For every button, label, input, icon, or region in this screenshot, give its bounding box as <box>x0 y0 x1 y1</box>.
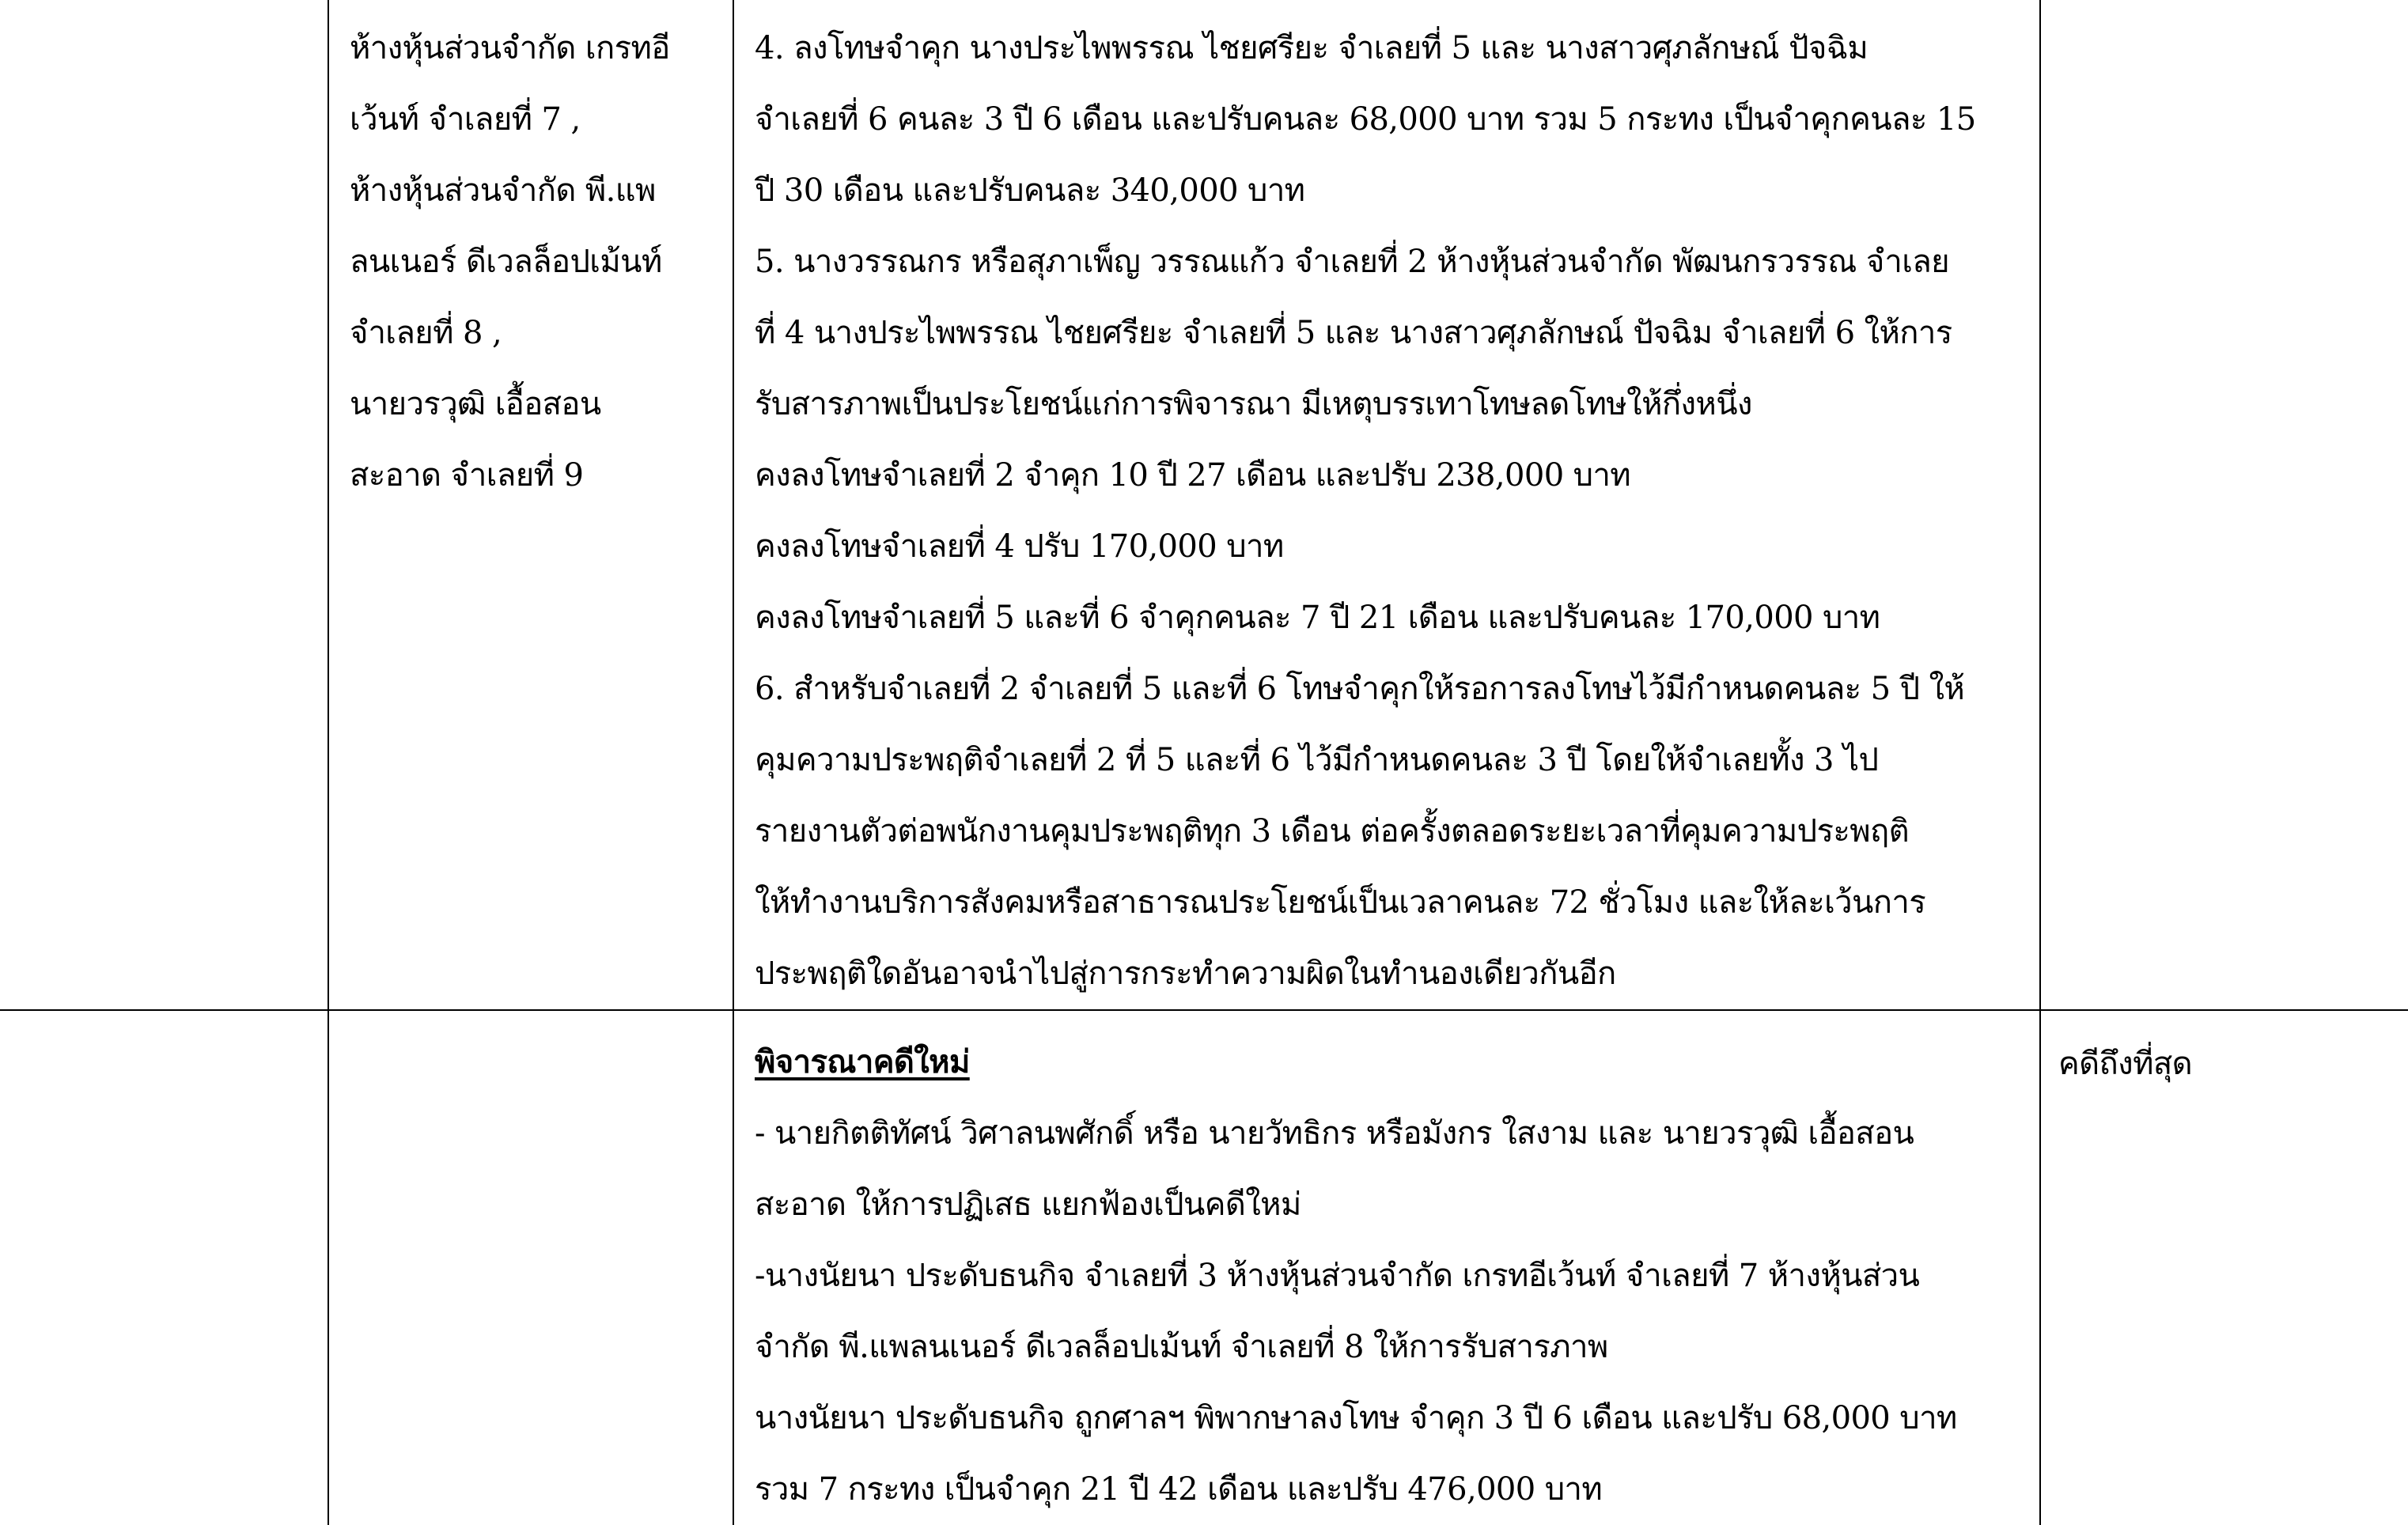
text-line: รายงานตัวต่อพนักงานคุมประพฤติทุก 3 เดือน ต่อครั้งตลอดระยะเวลาที่คุมความประพฤติ <box>755 813 1909 850</box>
table-cell-blank <box>0 0 328 1010</box>
judgment-text <box>734 0 2039 1009</box>
text-line: ห้างหุ้นส่วนจำกัด เกรทอี <box>350 30 670 66</box>
text-line: คงลงโทษจำเลยที่ 2 จำคุก 10 ปี 27 เดือน และปรับ 238,000 บาท <box>755 457 1631 494</box>
defendants-cell <box>328 0 733 1010</box>
text-line: ลนเนอร์ ดีเวลล็อปเม้นท์ <box>350 244 662 280</box>
text-line: 4. ลงโทษจำคุก นางประไพพรรณ ไชยศรียะ จำเลยที่ 5 และ นางสาวศุภลักษณ์ ปัจฉิม <box>755 30 1868 66</box>
text-line: - นายกิตติทัศน์ วิศาลนพศักดิ์ หรือ นายวัทธิกร หรือมังกร ใสงาม และ นายวรวุฒิ เอื้อสอน <box>755 1115 1914 1152</box>
text-line: สะอาด ให้การปฏิเสธ แยกฟ้องเป็นคดีใหม่ <box>755 1186 1301 1223</box>
text-line: ประพฤติใดอันอาจนำไปสู่การกระทำความผิดในทำนองเดียวกันอีก <box>755 955 1616 992</box>
case-status-text: คดีถึงที่สุด <box>2058 1046 2193 1082</box>
text-line: ที่ 4 นางประไพพรรณ ไชยศรียะ จำเลยที่ 5 และ นางสาวศุภลักษณ์ ปัจฉิม จำเลยที่ 6 ให้การ <box>755 315 1952 351</box>
text-line: 6. สำหรับจำเลยที่ 2 จำเลยที่ 5 และที่ 6 โทษจำคุกให้รอการลงโทษไว้มีกำหนดคนละ 5 ปี ให้ <box>755 671 1965 707</box>
text-line: นายวรวุฒิ เอื้อสอน <box>350 386 601 422</box>
text-line: สะอาด จำเลยที่ 9 <box>350 457 584 494</box>
text-line: ห้างหุ้นส่วนจำกัด พี.แพ <box>350 172 656 209</box>
text-line: คงลงโทษจำเลยที่ 4 ปรับ 170,000 บาท <box>755 528 1284 565</box>
defendants-list <box>329 0 733 511</box>
retrial-text <box>734 1011 2039 1525</box>
judgment-cell <box>733 0 2040 1010</box>
text-line: รับสารภาพเป็นประโยชน์แก่การพิจารณา มีเหตุบรรเทาโทษลดโทษให้กึ่งหนึ่ง <box>755 386 1752 422</box>
text-line: จำกัด พี.แพลนเนอร์ ดีเวลล็อปเม้นท์ จำเลยที่ 8 ให้การรับสารภาพ <box>755 1329 1608 1365</box>
text-line: จำเลยที่ 8 , <box>350 315 502 351</box>
text-line: คุมความประพฤติจำเลยที่ 2 ที่ 5 และที่ 6 ไว้มีกำหนดคนละ 3 ปี โดยให้จำเลยทั้ง 3 ไป <box>755 742 1879 778</box>
text-line: -นางนัยนา ประดับธนกิจ จำเลยที่ 3 ห้างหุ้นส่วนจำกัด เกรทอีเว้นท์ จำเลยที่ 7 ห้างหุ้นส่วน <box>755 1258 1920 1294</box>
text-line: เว้นท์ จำเลยที่ 7 , <box>350 101 581 138</box>
table-cell-blank <box>328 1010 733 1525</box>
table-cell-blank <box>0 1010 328 1525</box>
status-cell <box>2040 1010 2408 1525</box>
retrial-heading: พิจารณาคดีใหม่ <box>755 1043 970 1080</box>
retrial-cell <box>733 1010 2040 1525</box>
table-row <box>0 1010 2408 1525</box>
text-line: รวม 7 กระทง เป็นจำคุก 21 ปี 42 เดือน และปรับ 476,000 บาท <box>755 1471 1603 1508</box>
text-line: นางนัยนา ประดับธนกิจ ถูกศาลฯ พิพากษาลงโทษ จำคุก 3 ปี 6 เดือน และปรับ 68,000 บาท <box>755 1400 1957 1436</box>
text-line: คงลงโทษจำเลยที่ 5 และที่ 6 จำคุกคนละ 7 ปี 21 เดือน และปรับคนละ 170,000 บาท <box>755 600 1880 636</box>
text-line: จำเลยที่ 6 คนละ 3 ปี 6 เดือน และปรับคนละ 68,000 บาท รวม 5 กระทง เป็นจำคุกคนละ 15 <box>755 101 1976 138</box>
case-status <box>2041 1011 2408 1099</box>
text-line: ให้ทำงานบริการสังคมหรือสาธารณประโยชน์เป็นเวลาคนละ 72 ชั่วโมง และให้ละเว้นการ <box>755 884 1926 921</box>
status-cell <box>2040 0 2408 1010</box>
text-line: ปี 30 เดือน และปรับคนละ 340,000 บาท <box>755 172 1305 209</box>
text-line: 5. นางวรรณกร หรือสุภาเพ็ญ วรรณแก้ว จำเลยที่ 2 ห้างหุ้นส่วนจำกัด พัฒนกรวรรณ จำเลย <box>755 244 1950 280</box>
